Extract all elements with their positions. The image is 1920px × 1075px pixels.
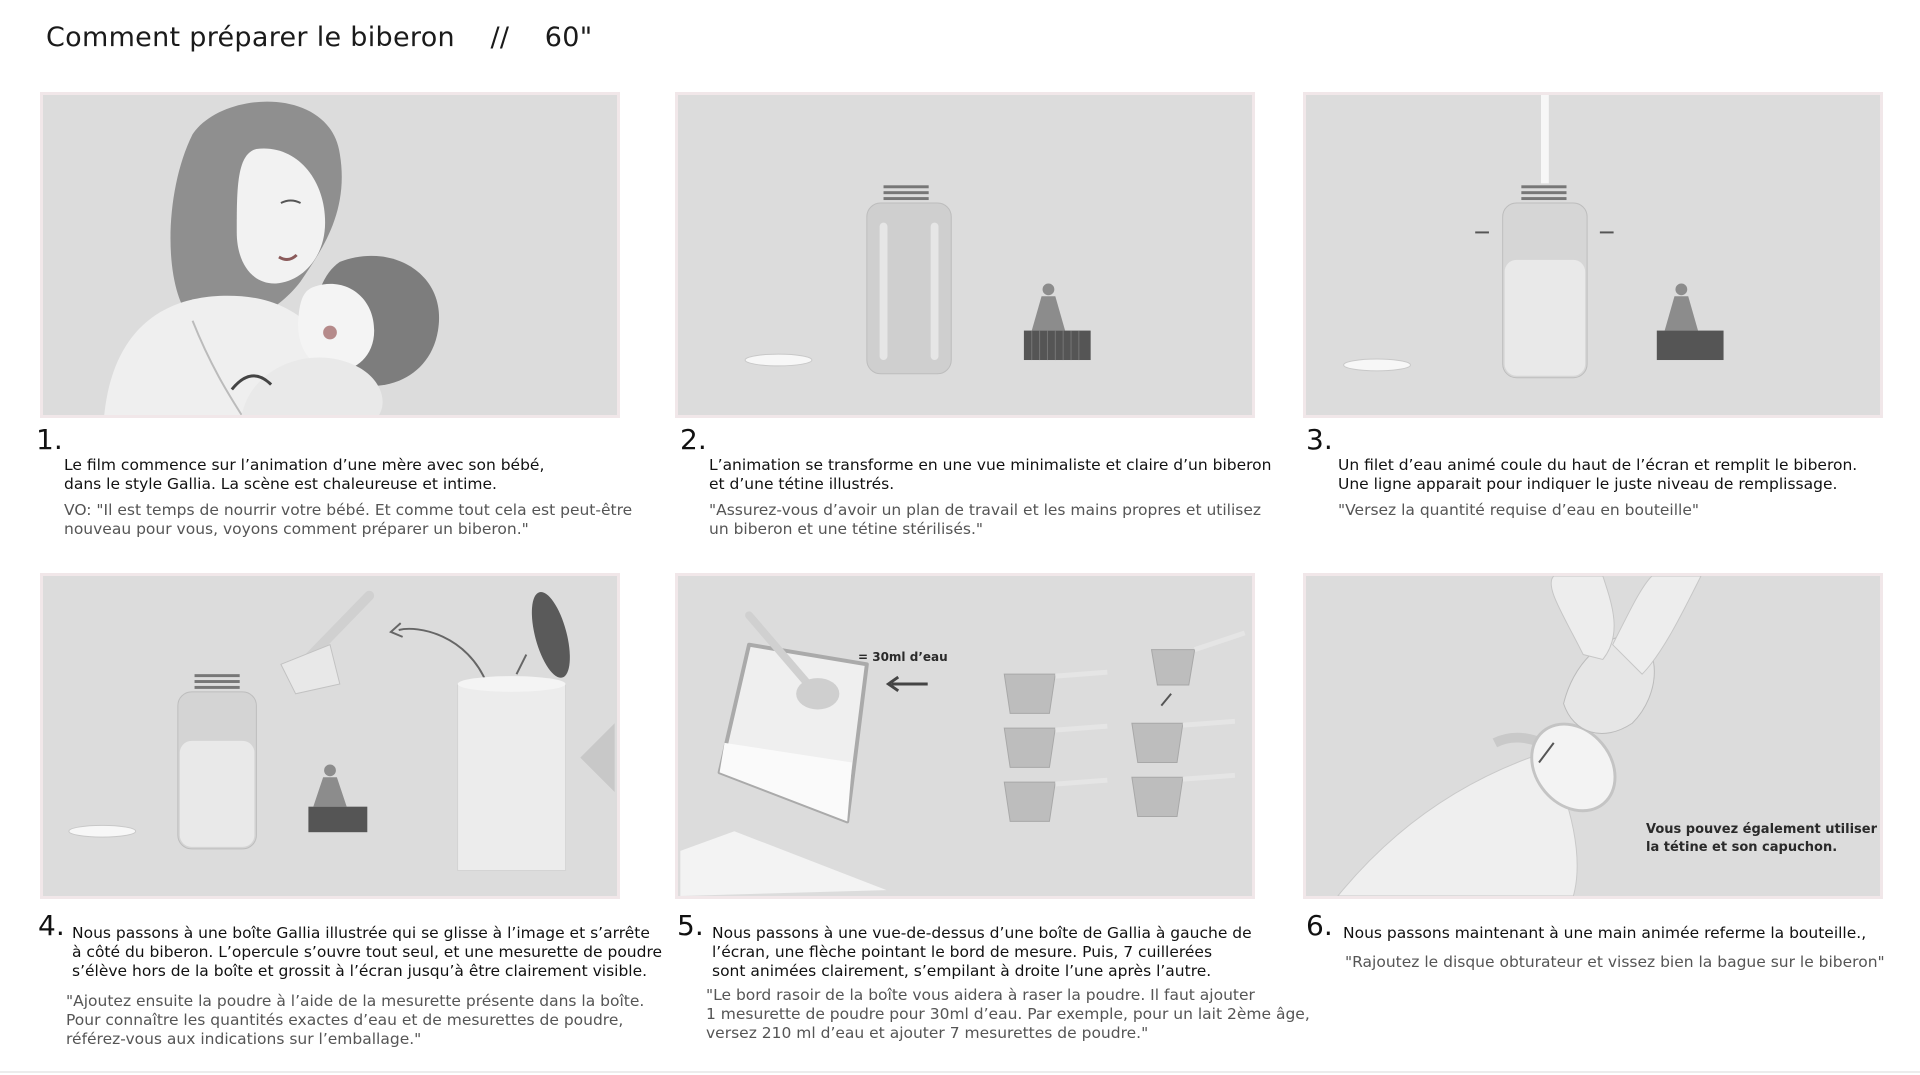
tip-label: Vous pouvez également utiliser la tétine et son capuchon. xyxy=(1646,822,1878,855)
storyboard-frame-6 xyxy=(1303,573,1883,899)
step-number-5: 5. xyxy=(677,909,704,942)
step-voiceover-1: VO: "Il est temps de nourrir votre bébé. Et comme tout cela est peut-être nouveau pour vous, voyons comment préparer un biberon." xyxy=(64,501,633,538)
step-voiceover-5: "Le bord rasoir de la boîte vous aidera à raser la poudre. Il faut ajouter 1 mesurette de poudre pour 30ml d’eau. Par exemple, pour un lait 2ème âge, versez 210 ml d’eau et ajouter 7 mesurettes de poudre." xyxy=(706,986,1310,1042)
step-number-4: 4. xyxy=(38,909,65,942)
storyboard-frame-2 xyxy=(675,92,1255,418)
storyboard-frame-3 xyxy=(1303,92,1883,418)
mother-baby-illustration xyxy=(43,95,617,415)
step-voiceover-4: "Ajoutez ensuite la poudre à l’aide de la mesurette présente dans la boîte. Pour connaître les quantités exactes d’eau et de mesurettes de poudre, référez-vous aux indications sur l’emballage." xyxy=(66,992,645,1048)
storyboard-frame-4 xyxy=(40,573,620,899)
step-description-4: Nous passons à une boîte Gallia illustrée qui se glisse à l’image et s’arrête à côté du biberon. L’opercule s’ouvre tout seul, et une mesurette de poudre s’élève hors de la boîte et grossit à l’écran jusqu’à être clairement visible. xyxy=(72,924,663,980)
gallia-box-scoop-illustration xyxy=(43,576,617,896)
water-filling-illustration xyxy=(1306,95,1880,415)
step-number-3: 3. xyxy=(1306,423,1333,456)
measuring-scoops-illustration xyxy=(678,576,1252,896)
measure-label: = 30ml d’eau xyxy=(858,650,948,664)
step-description-2: L’animation se transforme en une vue minimaliste et claire d’un biberon et d’une tétine illustrés. xyxy=(709,456,1272,493)
step-description-5: Nous passons à une vue-de-dessus d’une boîte de Gallia à gauche de l’écran, une flèche pointant le bord de mesure. Puis, 7 cuillerées sont animées clairement, s’empilant à droite l’une après l’autre. xyxy=(712,924,1252,980)
step-number-6: 6. xyxy=(1306,909,1333,942)
step-number-2: 2. xyxy=(680,423,707,456)
step-description-1: Le film commence sur l’animation d’une mère avec son bébé, dans le style Gallia. La scène est chaleureuse et intime. xyxy=(64,456,545,493)
storyboard-frame-1 xyxy=(40,92,620,418)
step-voiceover-6: "Rajoutez le disque obturateur et vissez bien la bague sur le biberon" xyxy=(1345,953,1885,971)
step-voiceover-3: "Versez la quantité requise d’eau en bouteille" xyxy=(1338,501,1700,519)
step-number-1: 1. xyxy=(36,423,63,456)
page-title: Comment préparer le biberon // 60" xyxy=(46,22,593,53)
step-voiceover-2: "Assurez-vous d’avoir un plan de travail et les mains propres et utilisez un biberon et une tétine stérilisés." xyxy=(709,501,1262,538)
storyboard-frame-5 xyxy=(675,573,1255,899)
bottom-divider xyxy=(0,1071,1920,1073)
step-description-6: Nous passons maintenant à une main animée referme la bouteille., xyxy=(1343,924,1867,942)
step-description-3: Un filet d’eau animé coule du haut de l’écran et remplit le biberon. Une ligne apparait pour indiquer le juste niveau de remplissage. xyxy=(1338,456,1858,493)
bottle-and-teat-illustration xyxy=(678,95,1252,415)
